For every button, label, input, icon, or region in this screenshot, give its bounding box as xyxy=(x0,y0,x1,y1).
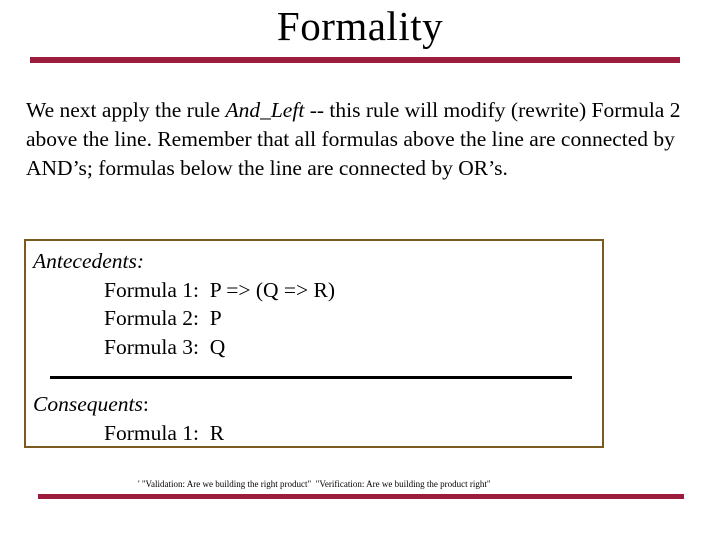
footer-divider xyxy=(38,494,684,499)
consequent-formula-1: Formula 1: R xyxy=(104,421,225,445)
rule-name: And_Left xyxy=(225,98,305,122)
consequents-label-colon: : xyxy=(142,392,149,416)
sequent-separator-line xyxy=(50,376,572,379)
antecedent-formula-3: Formula 3: Q xyxy=(104,335,226,359)
antecedent-formula-2: Formula 2: P xyxy=(104,306,222,330)
intro-text-start: We next apply the rule xyxy=(26,98,226,122)
intro-paragraph xyxy=(26,96,706,183)
footer-text: ' "Validation: Are we building the right product" "Verification: Are we building the product right" xyxy=(138,479,491,489)
antecedent-formula-1: Formula 1: P => (Q => R) xyxy=(104,278,336,302)
formula-box xyxy=(24,239,604,448)
title-divider xyxy=(30,57,680,63)
antecedents-label: Antecedents: xyxy=(33,249,145,273)
slide-title: Formality xyxy=(276,3,444,49)
consequents-label xyxy=(33,390,149,418)
intro-text-end: -- this rule will modify (rewrite) Formula 2 above the line. Remember that all formulas above the line are connected by AND’s; formulas below the line are connected by OR’s. xyxy=(26,98,681,180)
consequents-label-text: Consequents xyxy=(33,392,143,416)
